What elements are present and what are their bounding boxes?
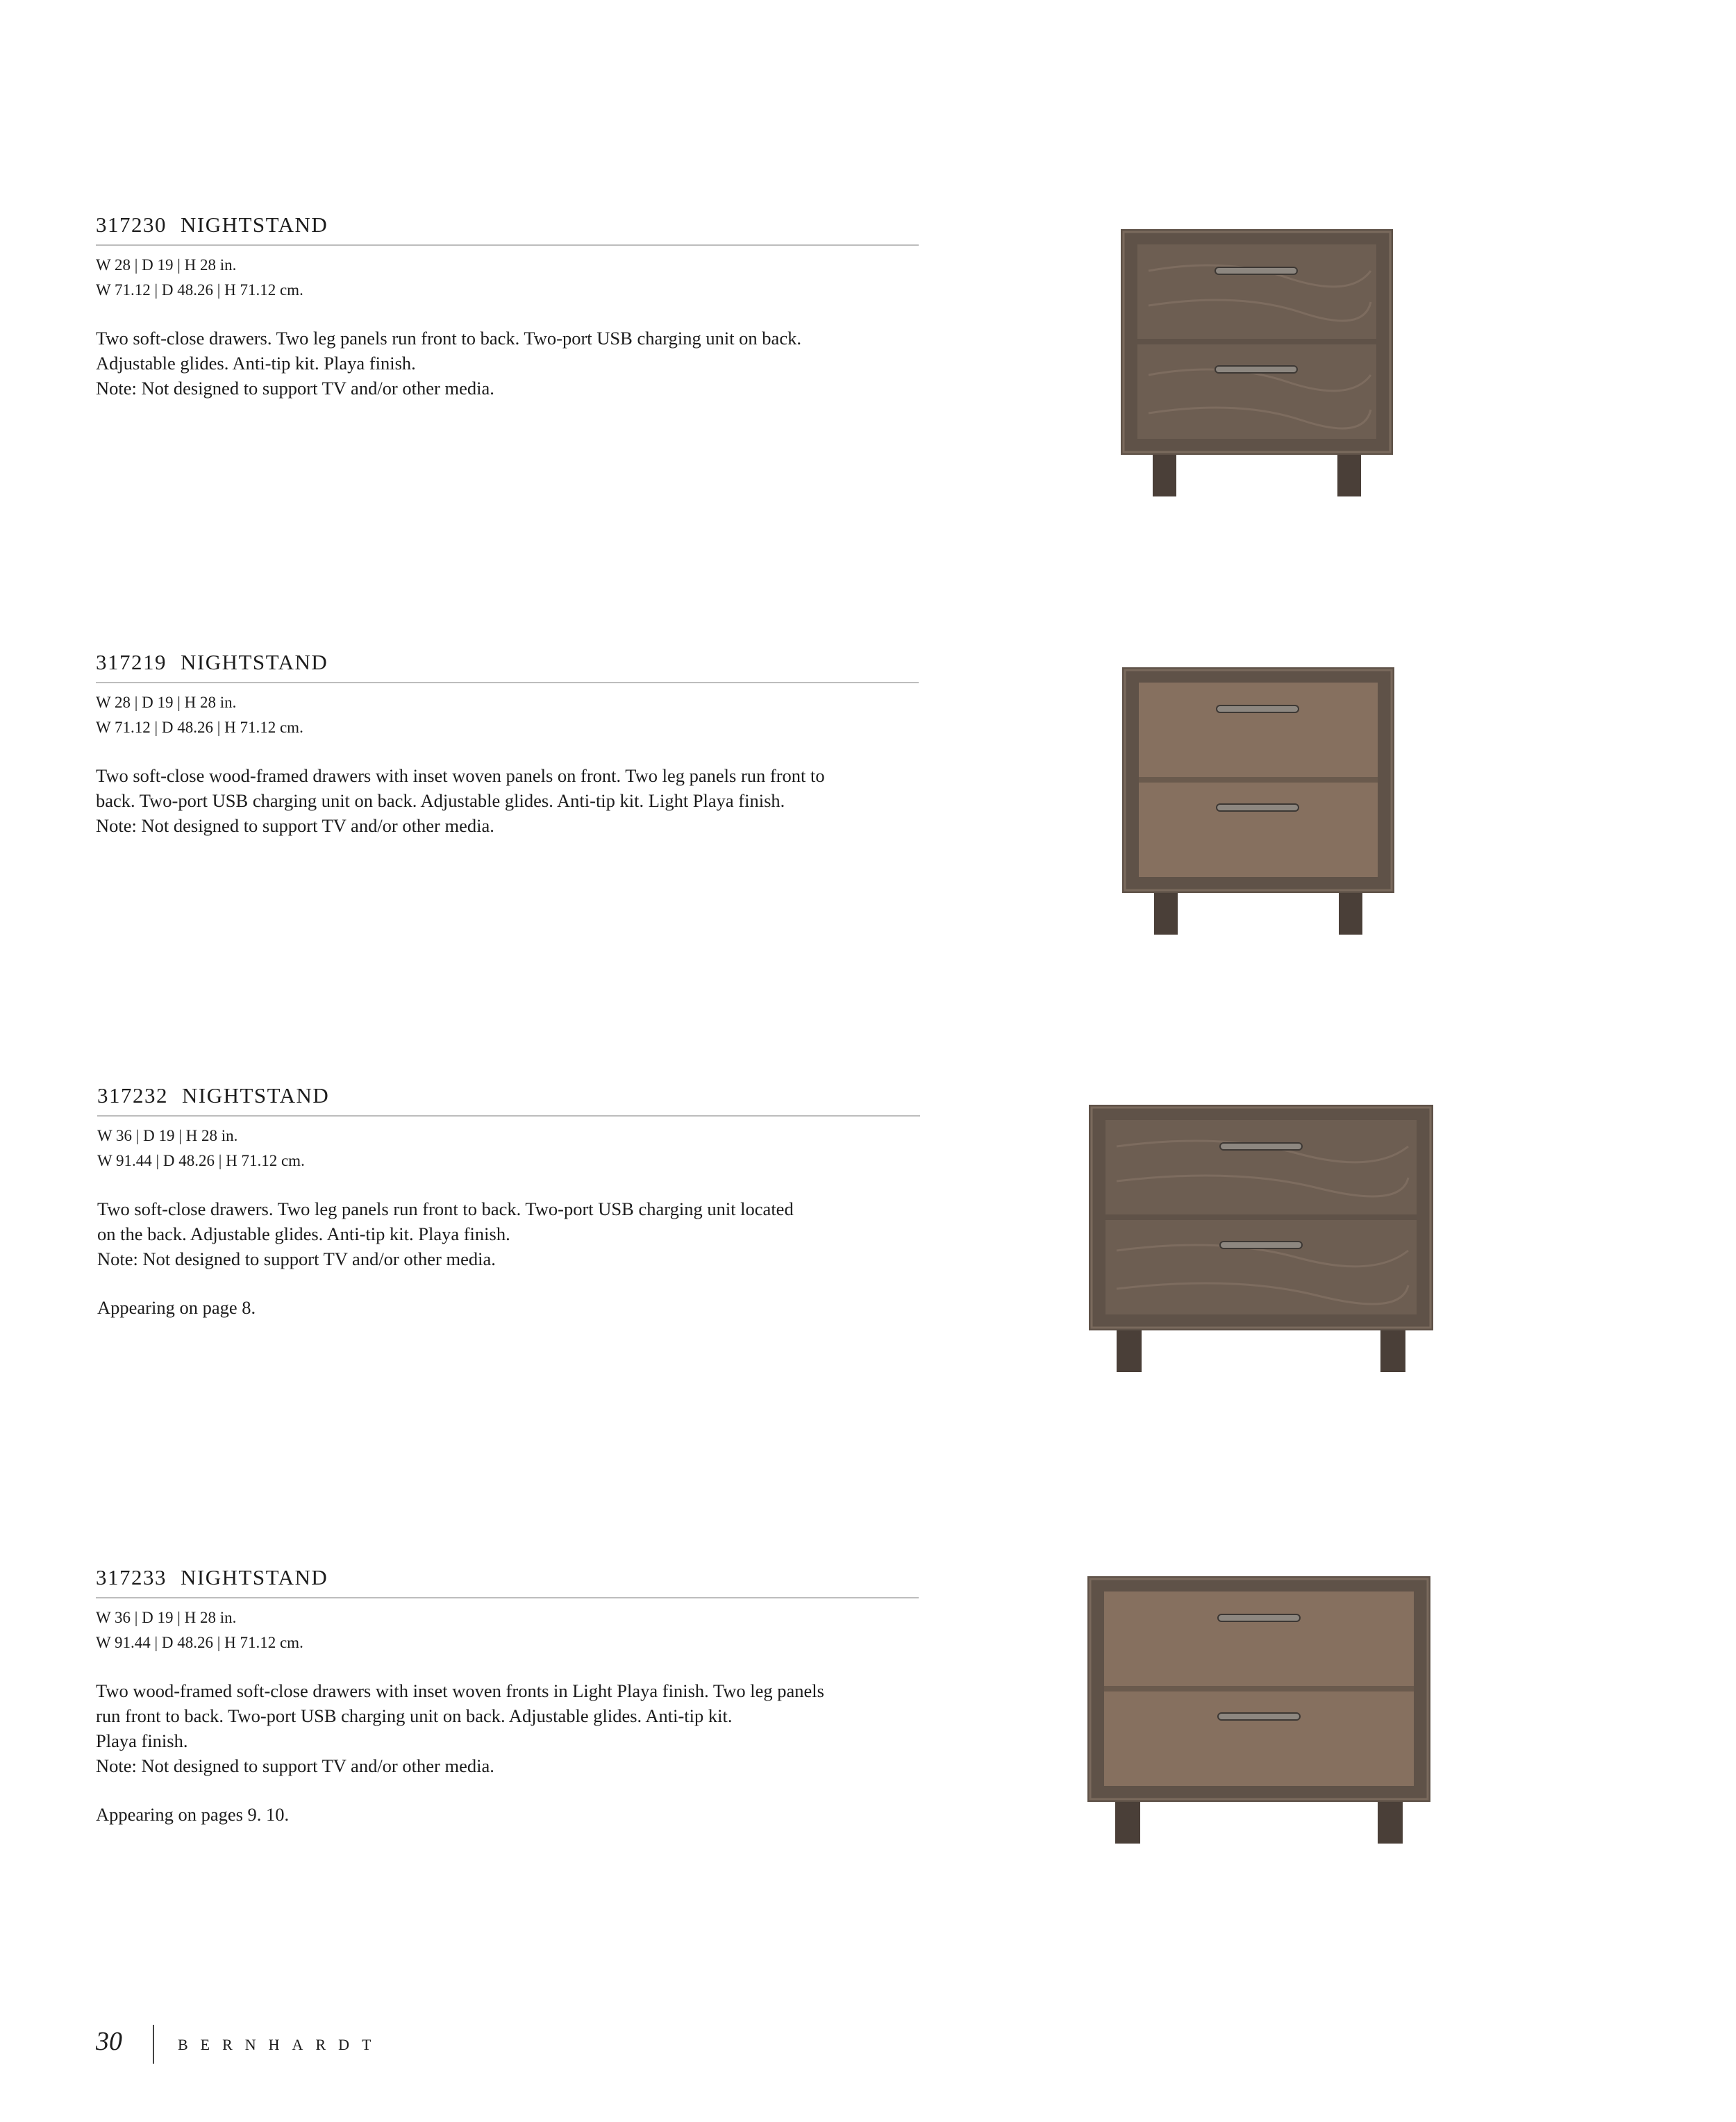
product-name: NIGHTSTAND — [181, 650, 328, 674]
product-title — [96, 650, 919, 675]
product-image-317219 — [1122, 667, 1394, 937]
product-title — [96, 1565, 919, 1590]
product-name: NIGHTSTAND — [181, 1565, 328, 1589]
footer-divider — [153, 2025, 154, 2064]
product-title — [96, 212, 919, 237]
title-divider — [96, 1597, 919, 1598]
product-image-317230 — [1121, 229, 1393, 499]
dimensions — [97, 1123, 920, 1173]
product-description — [97, 1196, 920, 1271]
description-line: Playa finish. — [96, 1730, 188, 1751]
nightstand-illustration — [1089, 1105, 1433, 1374]
dimensions-cm: W 71.12 | D 48.26 | H 71.12 cm. — [96, 281, 303, 299]
dimensions-inches: W 36 | D 19 | H 28 in. — [97, 1127, 238, 1144]
description-line: Two soft-close wood-framed drawers with inset woven panels on front. Two leg panels run front to — [96, 765, 825, 786]
product-name: NIGHTSTAND — [182, 1083, 330, 1108]
nightstand-illustration — [1121, 229, 1393, 499]
product-description — [96, 1678, 919, 1778]
dimensions-inches: W 28 | D 19 | H 28 in. — [96, 256, 237, 274]
product-sku: 317232 — [97, 1083, 168, 1108]
product-description — [96, 763, 919, 838]
nightstand-illustration — [1122, 667, 1394, 937]
description-line: Adjustable glides. Anti-tip kit. Playa finish. — [96, 353, 416, 374]
product-spec — [96, 650, 919, 838]
description-line: back. Two-port USB charging unit on back. Adjustable glides. Anti-tip kit. Light Playa finish. — [96, 790, 785, 811]
product-sku: 317233 — [96, 1565, 167, 1589]
nightstand-illustration — [1087, 1576, 1430, 1846]
dimensions-inches: W 36 | D 19 | H 28 in. — [96, 1609, 237, 1626]
product-description — [96, 326, 919, 401]
description-note: Note: Not designed to support TV and/or other media. — [96, 378, 494, 399]
product-title — [97, 1083, 920, 1108]
product-image-317232 — [1089, 1105, 1433, 1374]
product-spec — [97, 1083, 920, 1320]
description-note: Note: Not designed to support TV and/or other media. — [96, 1755, 494, 1776]
description-line: run front to back. Two-port USB charging unit on back. Adjustable glides. Anti-tip kit. — [96, 1705, 733, 1726]
description-line: Two wood-framed soft-close drawers with inset woven fronts in Light Playa finish. Two leg panels — [96, 1680, 824, 1701]
description-note: Note: Not designed to support TV and/or other media. — [97, 1248, 496, 1269]
product-image-317233 — [1087, 1576, 1430, 1846]
page-number: 30 — [96, 2027, 122, 2056]
product-sku: 317219 — [96, 650, 167, 674]
product-name: NIGHTSTAND — [181, 212, 328, 237]
dimensions — [96, 253, 919, 303]
title-divider — [96, 682, 919, 683]
title-divider — [97, 1115, 920, 1117]
dimensions-cm: W 71.12 | D 48.26 | H 71.12 cm. — [96, 719, 303, 736]
brand-logo: BERNHARDT — [178, 2036, 384, 2053]
description-line: on the back. Adjustable glides. Anti-tip kit. Playa finish. — [97, 1223, 510, 1244]
description-note: Note: Not designed to support TV and/or other media. — [96, 815, 494, 836]
product-spec — [96, 212, 919, 401]
product-sku: 317230 — [96, 212, 167, 237]
description-line: Two soft-close drawers. Two leg panels run front to back. Two-port USB charging unit located — [97, 1198, 794, 1219]
dimensions-cm: W 91.44 | D 48.26 | H 71.12 cm. — [97, 1152, 305, 1169]
product-spec — [96, 1565, 919, 1827]
dimensions-cm: W 91.44 | D 48.26 | H 71.12 cm. — [96, 1634, 303, 1651]
appearing-on-pages: Appearing on page 8. — [97, 1297, 256, 1318]
dimensions-inches: W 28 | D 19 | H 28 in. — [96, 694, 237, 711]
title-divider — [96, 244, 919, 246]
dimensions — [96, 690, 919, 740]
appearing-on-pages: Appearing on pages 9. 10. — [96, 1804, 290, 1825]
description-line: Two soft-close drawers. Two leg panels run front to back. Two-port USB charging unit on back. — [96, 328, 801, 349]
dimensions — [96, 1605, 919, 1655]
